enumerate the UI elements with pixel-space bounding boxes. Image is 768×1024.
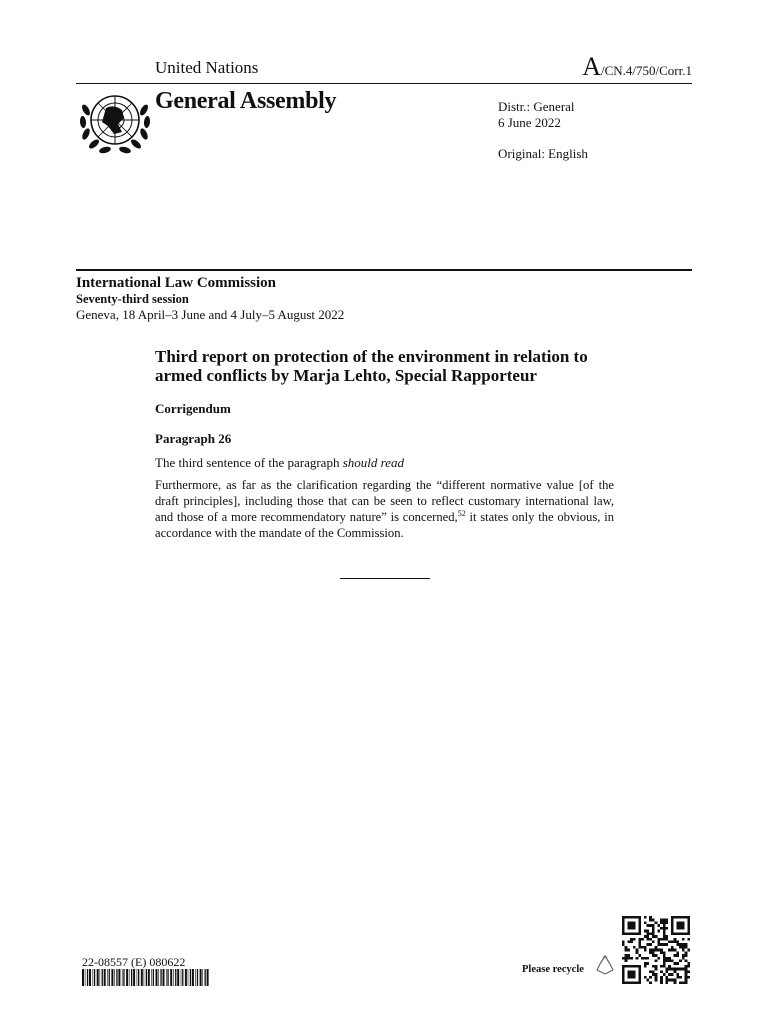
replacement-text [155,477,614,541]
document-symbol-letter: A [582,52,601,81]
recycle-icon [593,953,617,977]
replacement-text-before-note: Furthermore, as far as the clarification regarding the “different normative value [of the draft principles], including those that can be seen to reflect customary international law, and those of a more recommendatory nature” is concerned, [155,478,614,524]
replacement-text-after-note: it states only the obvious, in accordance with the mandate of the Commission. [155,510,614,540]
instruction-emphasis: should read [342,455,404,470]
paragraph-heading: Paragraph 26 [155,431,232,446]
instruction-prefix: The third sentence of the paragraph [155,455,343,470]
body-name: General Assembly [155,88,337,114]
session-place-dates: Geneva, 18 April–3 June and 4 July–5 August 2022 [76,307,345,322]
barcode-icon [82,969,210,986]
distribution-block [498,99,575,131]
issue-date: 6 June 2022 [498,115,561,130]
footnote-reference[interactable]: 52 [457,509,466,518]
un-emblem-icon [78,88,152,156]
job-number: 22-08557 (E) 080622 [82,955,186,969]
section-rule [76,269,692,271]
session-name: Seventy-third session [76,292,189,306]
distribution-status: Distr.: General [498,99,575,114]
report-title: Third report on protection of the environment in relation to armed conflicts by Marja Lehto, Special Rapporteur [155,347,588,385]
commission-name: International Law Commission [76,275,277,291]
recycle-label: Please recycle [522,964,584,975]
corrigendum-label: Corrigendum [155,401,231,416]
header-rule [76,83,692,84]
end-rule [340,578,430,579]
organization-name: United Nations [155,58,259,77]
document-symbol [582,52,692,82]
qr-code-icon [622,916,690,984]
document-symbol-number: /CN.4/750/Corr.1 [600,63,692,78]
instruction-text [155,455,404,471]
original-language: Original: English [498,146,588,161]
